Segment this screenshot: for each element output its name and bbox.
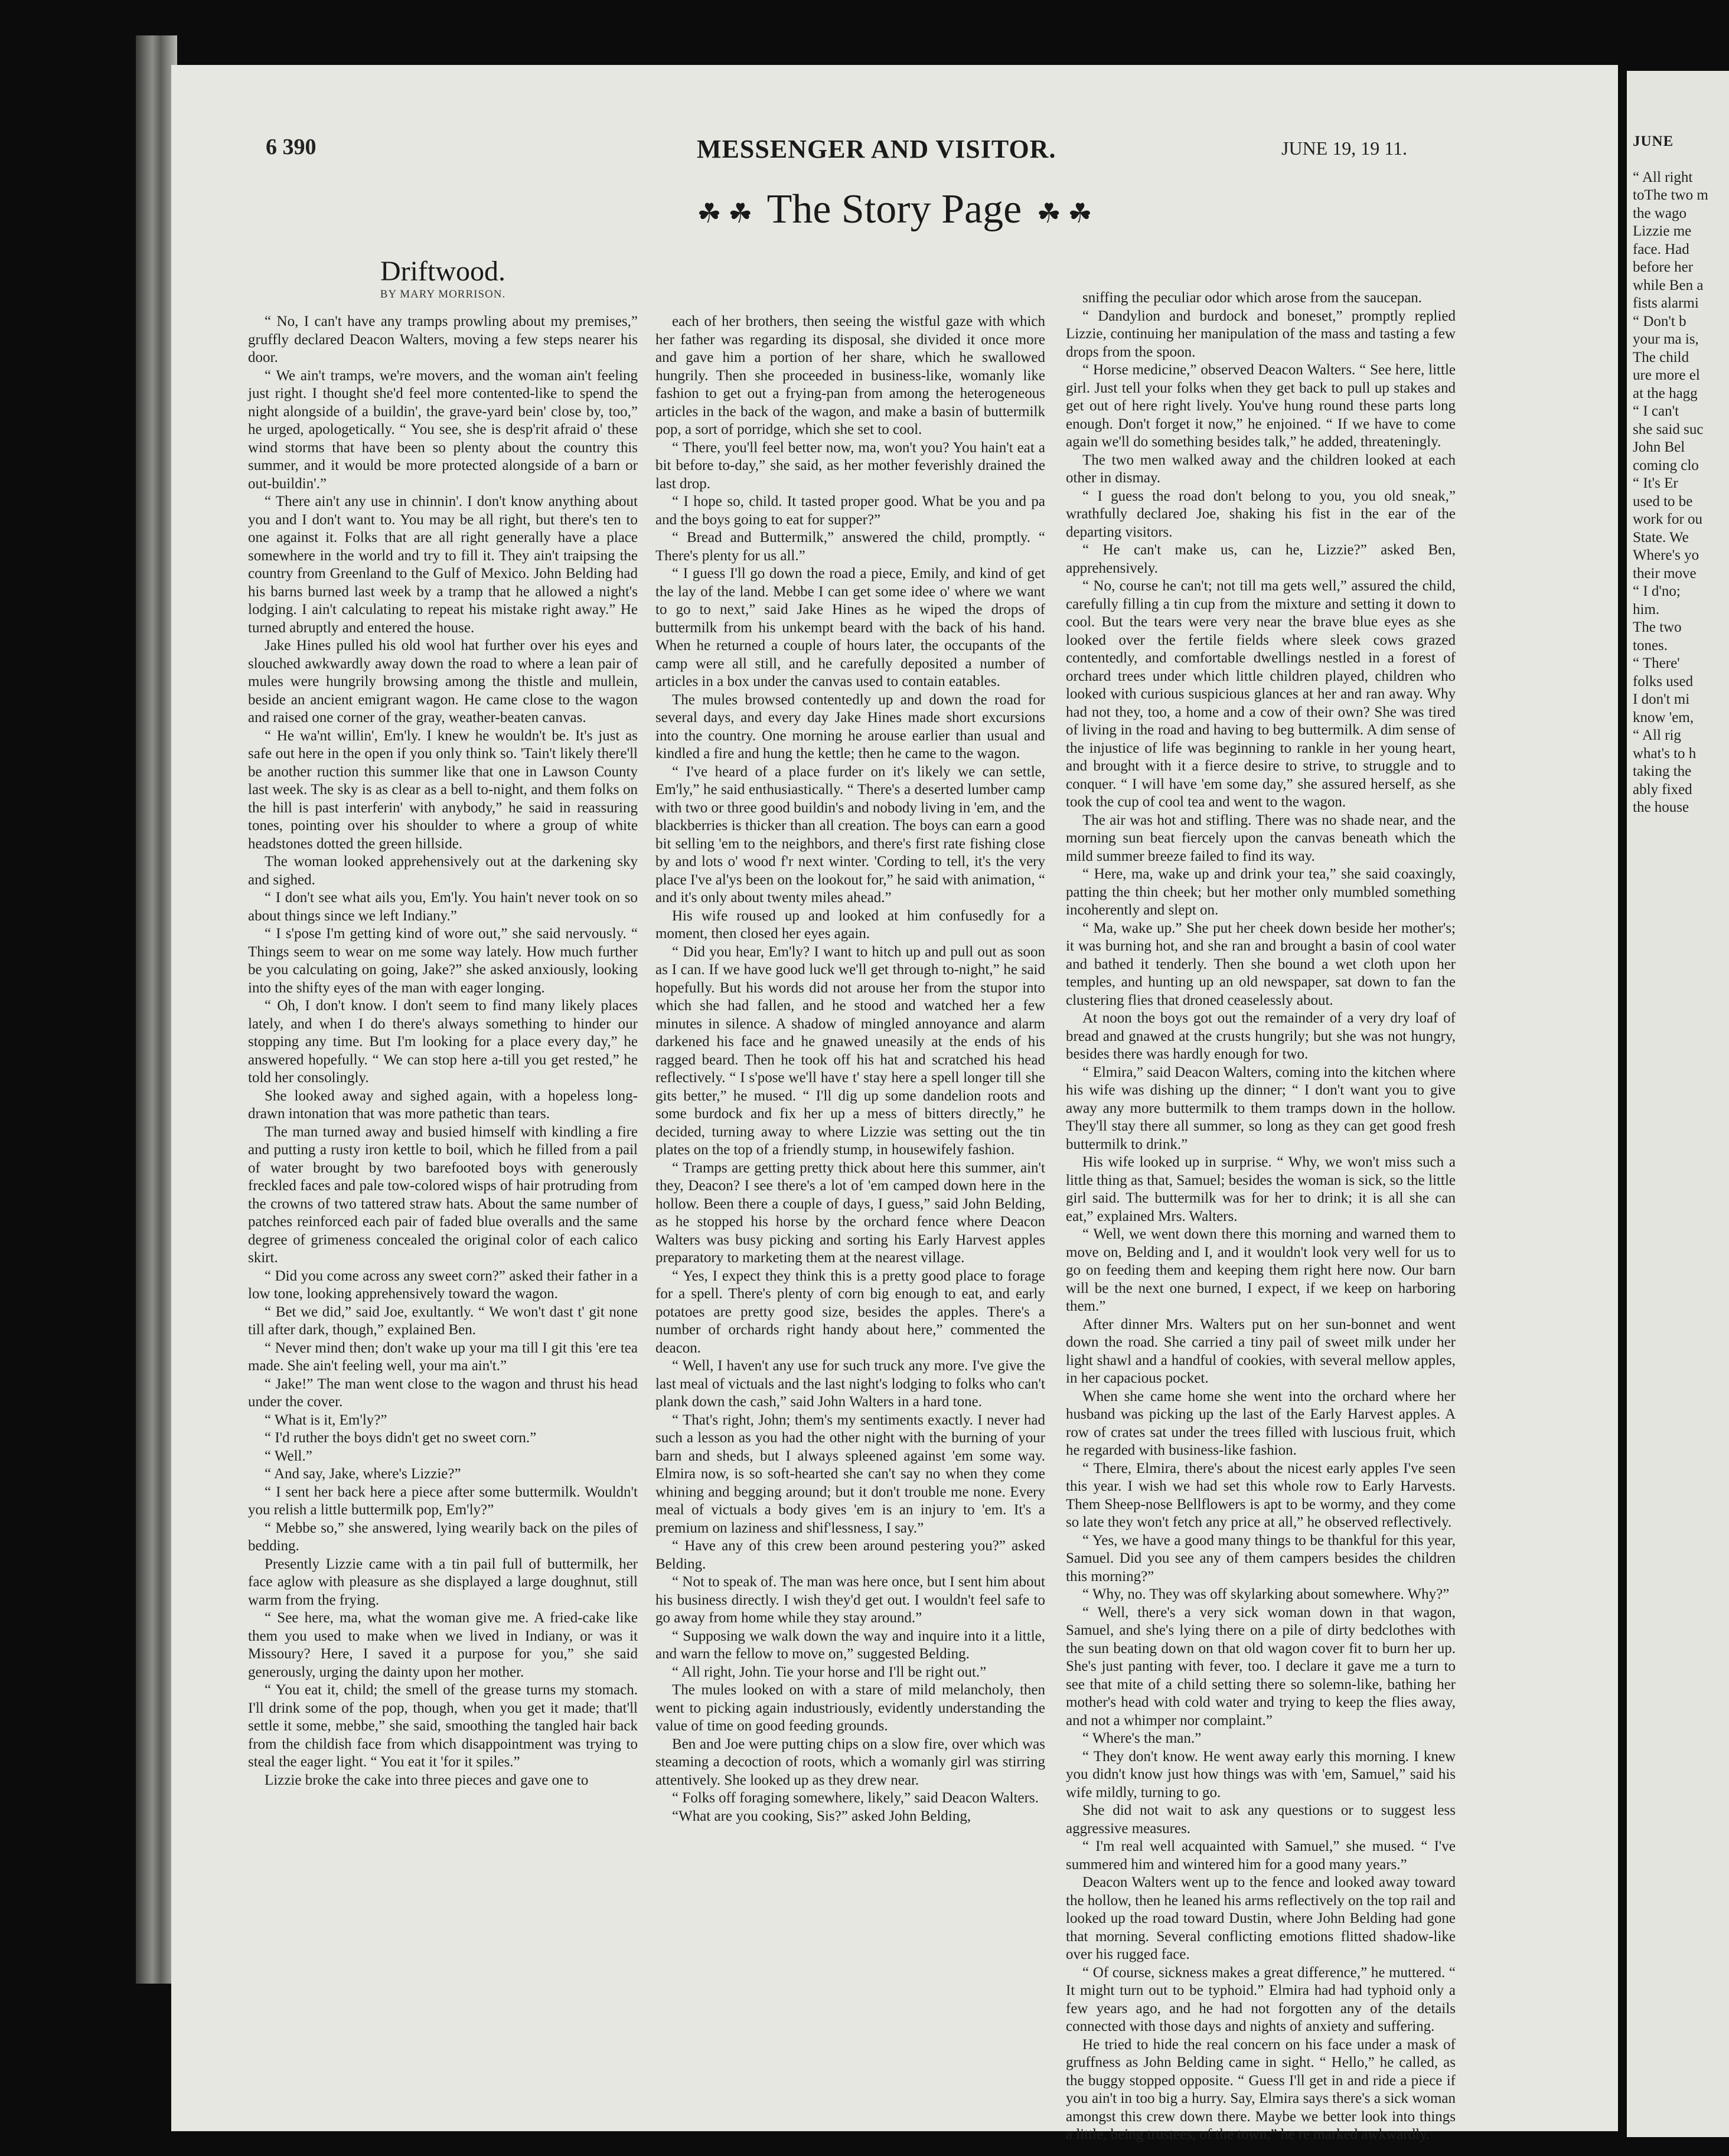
text-line-fragment: fists alarmi bbox=[1633, 295, 1699, 311]
paragraph: “ Did you hear, Em'ly? I want to hitch up and pull out as soon as I can. If we have good luck we'll get through to-night,” he said hopefully. But his words did not arouse her from the stupor into which she had fallen, and he stood and watched her a few minutes in silence. A shadow of mingled annoyance and alarm darkened his face and he gnawed uneasily at the ends of his ragged beard. Then he took off his hat and scratched his head reflectively. “ I s'pose we'll have t' stay here a spell longer till she gits better,” he mused. “ I'll dig up some dandelion roots and some burdock and fix her up a mess of bitters directly,” he decided, turning away to where Lizzie was setting out the tin plates on the top of a friendly stump, in housewifely fashion. bbox=[655, 943, 1045, 1158]
text-line-fragment: Lizzie me bbox=[1633, 223, 1692, 239]
paragraph: His wife looked up in surprise. “ Why, we won't miss such a little thing as that, Samuel; besides the woman is sick, so the little girl said. The buttermilk was for her to drink; it is all she can eat,” explained Mrs. Walters. bbox=[1066, 1154, 1456, 1224]
adjacent-page-column bbox=[1633, 71, 1727, 817]
text-line-fragment: taking the bbox=[1633, 763, 1692, 779]
paragraph: “ He can't make us, can he, Lizzie?” asked Ben, apprehensively. bbox=[1066, 542, 1456, 576]
paragraph: “ Supposing we walk down the way and inquire into it a little, and warn the fellow to move on,” suggested Belding. bbox=[655, 1628, 1045, 1662]
paragraph: “ Mebbe so,” she answered, lying wearily back on the piles of bedding. bbox=[248, 1520, 638, 1554]
text-line-fragment: at the hagg bbox=[1633, 385, 1698, 401]
paragraph: “ Well.” bbox=[265, 1448, 312, 1464]
paragraph: “ Elmira,” said Deacon Walters, coming into the kitchen where his wife was dishing up the dinner; “ I don't want you to give away any more buttermilk to them tramps down in the hollow. They'll stay there all summer, so long as they can get good fresh buttermilk to drink.” bbox=[1066, 1064, 1456, 1152]
paragraph: “ I guess I'll go down the road a piece, Emily, and kind of get the lay of the land. Mebbe I can get some idee o' where we want to go to next,” said Jake Hines as he wiped the drops of buttermilk from his unkempt beard with the back of his hand. When he returned a couple of hours later, the occupants of the camp were all still, and he carefully deposited a number of articles in a box under the canvas used to contain eatables. bbox=[655, 566, 1045, 690]
paragraph: The mules looked on with a stare of mild melancholy, then went to picking again industriously, evidently understanding the value of time on good feeding grounds. bbox=[655, 1682, 1045, 1734]
paragraph: Lizzie broke the cake into three pieces and gave one to bbox=[265, 1772, 589, 1788]
text-line-fragment: “ All rig bbox=[1633, 727, 1681, 743]
paragraph: “ Well, there's a very sick woman down in that wagon, Samuel, and she's lying there on a pile of dirty bedclothes with the sun beating down on that old wagon cover fit to burn her up. She's just panting with fever, too. I declare it gave me a turn to see that mite of a child setting there so solemn-like, bathing her mother's head with cold water and trying to keep the flies away, and not a whimper nor complaint.” bbox=[1066, 1604, 1456, 1729]
paragraph: The two men walked away and the children looked at each other in dismay. bbox=[1066, 452, 1456, 486]
paragraph: “ Jake!” The man went close to the wagon and thrust his head under the cover. bbox=[248, 1376, 638, 1410]
paragraph: “ Why, no. They was off skylarking about somewhere. Why?” bbox=[1082, 1586, 1450, 1602]
text-line-fragment: “ I can't bbox=[1633, 403, 1679, 419]
paragraph: “ I guess the road don't belong to you, you old sneak,” wrathfully declared Joe, shaking his fist in the ear of the departing visitors. bbox=[1066, 488, 1456, 540]
paragraph: “ Not to speak of. The man was here once, but I sent him about his business directly. I wish they'd get out. I wouldn't feel safe to go away from home while they stay around.” bbox=[655, 1574, 1045, 1626]
paragraph: “ Did you come across any sweet corn?” asked their father in a low tone, looking apprehensively toward the wagon. bbox=[248, 1268, 638, 1302]
paragraph: “ Dandylion and burdock and boneset,” promptly replied Lizzie, continuing her manipulation of the mass and tasting a few drops from the spoon. bbox=[1066, 308, 1456, 360]
paragraph: “ All right, John. Tie your horse and I'll be right out.” bbox=[672, 1664, 987, 1680]
text-line-fragment: State. We bbox=[1633, 529, 1689, 545]
text-line-fragment: face. Had bbox=[1633, 241, 1689, 257]
paragraph: “ There, Elmira, there's about the nicest early apples I've seen this year. I wish we had set this whole row to Early Harvests. Them Sheep-nose Bellflowers is apt to be wormy, and they come so late they won't fetch any price at all,” he observed reflectively. bbox=[1066, 1460, 1456, 1530]
text-line-fragment: him. bbox=[1633, 601, 1660, 618]
paragraph: “ I'd ruther the boys didn't get no sweet corn.” bbox=[265, 1430, 537, 1446]
paragraph: “ Here, ma, wake up and drink your tea,” she said coaxingly, patting the thin cheek; but her mother only mumbled something incoherently and slept on. bbox=[1066, 866, 1456, 918]
text-line-fragment: coming clo bbox=[1633, 457, 1699, 473]
paragraph: “ There, you'll feel better now, ma, won't you? You hain't eat a bit before to-day,” she said, as her mother feverishly drained the last drop. bbox=[655, 439, 1045, 492]
paragraph: “ They don't know. He went away early this morning. I knew you didn't know just how things was with 'em, Samuel,” said his wife mildly, turning to go. bbox=[1066, 1748, 1456, 1801]
text-line-fragment: work for ou bbox=[1633, 511, 1703, 527]
paragraph: “ Horse medicine,” observed Deacon Walters. “ See here, little girl. Just tell your folks when they get back to pull up stakes and get out of here right lively. You've hung round these parts long enough. Don't forget it now,” he enjoined. “ If we have to come again we'll do something besides talk,” he added, threateningly. bbox=[1066, 362, 1456, 450]
text-line-fragment: folks used bbox=[1633, 673, 1694, 690]
paragraph: At noon the boys got out the remainder of a very dry loaf of bread and gnawed at the crusts hungrily; but she was not hungry, besides there was hardly enough for two. bbox=[1066, 1010, 1456, 1062]
paragraph: When she came home she went into the orchard where her husband was picking up the last of the Early Harvest apples. A row of crates sat under the trees filled with luscious fruit, which he regarded with business-like fashion. bbox=[1066, 1388, 1456, 1458]
paragraph: “ Ma, wake up.” She put her cheek down beside her mother's; it was burning hot, and she ran and brought a basin of cool water and bathed it tenderly. Then she bound a wet cloth upon her temples, and hunting up an old newspaper, sat down to fan the clustering flies that droned ceaselessly about. bbox=[1066, 920, 1456, 1008]
masthead: MESSENGER AND VISITOR. bbox=[697, 135, 1056, 164]
paragraph: “ You eat it, child; the smell of the grease turns my stomach. I'll drink some of the pop, though, when you get it made; that'll settle it some, mebbe,” she said, smoothing the tangled hair back from the childish face from which disappointment was trying to steal the eager light. “ You eat it 'for it spiles.” bbox=[248, 1682, 638, 1770]
text-line-fragment: what's to h bbox=[1633, 745, 1697, 762]
paragraph: She looked away and sighed again, with a hopeless long-drawn intonation that was more pathetic than tears. bbox=[248, 1087, 638, 1122]
paragraph: The air was hot and stifling. There was no shade near, and the morning sun beat fiercely upon the canvas beneath which the mild summer breeze failed to find its way. bbox=[1066, 812, 1456, 864]
text-line-fragment: tones. bbox=[1633, 637, 1668, 654]
text-line-fragment: ably fixed bbox=[1633, 781, 1692, 798]
text-line-fragment: your ma is, bbox=[1633, 331, 1699, 347]
story-byline: BY MARY MORRISON. bbox=[380, 288, 506, 300]
paragraph: “ I don't see what ails you, Em'ly. You hain't never took on so about things since we left Indiany.” bbox=[248, 890, 638, 924]
section-heading bbox=[171, 186, 1618, 233]
text-line-fragment: before her bbox=[1633, 259, 1694, 275]
text-line-fragment: The child bbox=[1633, 349, 1689, 365]
paragraph: sniffing the peculiar odor which arose from the saucepan. bbox=[1082, 290, 1423, 306]
paragraph: “ Well, we went down there this morning and warned them to move on, Belding and I, and it wouldn't look very well for us to go on feeding them and keeping them right here now. Our barn will be the next one burned, I expect, if we keep on harboring them.” bbox=[1066, 1226, 1456, 1314]
text-line-fragment: I don't mi bbox=[1633, 691, 1690, 707]
text-line-fragment: know 'em, bbox=[1633, 709, 1694, 726]
paragraph: “ Yes, I expect they think this is a pretty good place to forage for a spell. There's plenty of corn big enough to eat, and early potatoes are pretty good size, besides the apples. There's a number of orchards right handy about here,” commented the deacon. bbox=[655, 1268, 1045, 1356]
paragraph: “ See here, ma, what the woman give me. A fried-cake like them you used to make when we lived in Indiany, or was it Missoury? Here, I saved it a purpose for you,” she said generously, urging the dainty upon her mother. bbox=[248, 1610, 638, 1680]
paragraph: “ We ain't tramps, we're movers, and the woman ain't feeling just right. I thought she'd feel more contented-like to spend the night alongside of a buildin', the grave-yard bein' close by, too,” he urged, apologetically. “ You see, she is desp'rit afraid o' these wind storms that have been so plenty about the country this summer, and it would be more protected alongside of a barn or out-buildin'.” bbox=[248, 367, 638, 492]
text-line-fragment: “ I d'no; bbox=[1633, 583, 1681, 599]
text-line-fragment: Where's yo bbox=[1633, 547, 1699, 563]
story-title: Driftwood. bbox=[380, 256, 505, 287]
text-line-fragment: the wago bbox=[1633, 205, 1686, 221]
paragraph: “ Oh, I don't know. I don't seem to find many likely places lately, and when I do there's always something to hinder our stopping any time. But I'm looking for a place every day,” he answered hopefully. “ We can stop here a-till you get rested,” he told her consolingly. bbox=[248, 998, 638, 1086]
text-line-fragment: “ All right bbox=[1633, 169, 1693, 185]
paragraph: The mules browsed contentedly up and down the road for several days, and every day Jake Hines made short excursions into the country. One morning he arouse earlier than usual and kindled a fire and hung the kettle; then he came to the wagon. bbox=[655, 691, 1045, 762]
paragraph: She did not wait to ask any questions or to suggest less aggressive measures. bbox=[1066, 1802, 1456, 1837]
text-line-fragment: John Bel bbox=[1633, 439, 1685, 455]
paragraph: “ What is it, Em'ly?” bbox=[265, 1412, 387, 1428]
paragraph: “ Tramps are getting pretty thick about here this summer, ain't they, Deacon? I see there's a lot of 'em camped down here in the hollow. Been there a couple of days, I guess,” said John Belding, as he stopped his horse by the orchard fence where Deacon Walters was busy picking and sorting his Early Harvest apples preparatory to marketing them at the nearest village. bbox=[655, 1159, 1045, 1266]
paragraph: “ I sent her back here a piece after some buttermilk. Wouldn't you relish a little buttermilk pop, Em'ly?” bbox=[248, 1484, 638, 1518]
paragraph: “What are you cooking, Sis?” asked John Belding, bbox=[672, 1808, 971, 1824]
paragraph: each of her brothers, then seeing the wistful gaze with which her father was regarding its disposal, she divided it once more and gave him a portion of her share, which he swallowed hungrily. Then she proceeded in business-like, womanly like fashion to get out a frying-pan from among the heterogeneous articles in the back of the wagon, and make a basin of buttermilk pop, a sort of porridge, which she set to cool. bbox=[655, 313, 1045, 437]
paragraph: “ No, I can't have any tramps prowling about my premises,” gruffly declared Deacon Walters, moving a few steps nearer his door. bbox=[248, 313, 638, 365]
text-line-fragment: she said suc bbox=[1633, 421, 1704, 437]
paragraph: “ I s'pose I'm getting kind of wore out,” she said nervously. “ Things seem to wear on me some way lately. How much further be you calculating on going, Jake?” she asked anxiously, looking into the shifty eyes of the man with eager longing. bbox=[248, 926, 638, 996]
adjacent-page-fragment bbox=[1627, 71, 1729, 2137]
text-line-fragment: “ Don't b bbox=[1633, 313, 1686, 329]
paragraph: “ Yes, we have a good many things to be thankful for this year, Samuel. Did you see any of them campers besides the children this morning?” bbox=[1066, 1532, 1456, 1585]
text-line-fragment: toThe two m bbox=[1633, 187, 1708, 203]
paragraph: “ Have any of this crew been around pestering you?” asked Belding. bbox=[655, 1538, 1045, 1572]
shamrock-ornament-left: ☘ ☘ bbox=[697, 198, 753, 228]
adjacent-page-header: JUNE bbox=[1633, 133, 1674, 149]
text-line-fragment: The two bbox=[1633, 619, 1682, 635]
story-column-3 bbox=[1066, 289, 1456, 2144]
text-line-fragment: “ It's Er bbox=[1633, 475, 1678, 491]
paragraph: “ There ain't any use in chinnin'. I don't know anything about you and I don't want to. You may be all right, but there's ten to one against it. Folks that are all right generally have a place somewhere in the world and try to fill it. They ain't traipsing the country from Greenland to the Gulf of Mexico. John Belding had his barns burned last week by a tramp that he allowed a night's lodging. I ain't calculating to repeat his mistake right away.” He turned abruptly and entered the house. bbox=[248, 494, 638, 636]
paragraph: “ I've heard of a place furder on it's likely we can settle, Em'ly,” he said enthusiastically. “ There's a deserted lumber camp with two or three good buildin's and nobody living in 'em, and the blackberries is thicker than all creation. The boys can earn a good bit selling 'em to the neighbors, and there's first rate fishing close by and lots o' wood f'r next winter. 'Cording to tell, it's the very place I've al'ys been on the lookout for,” he said with animation, “ and it's only about twenty miles ahead.” bbox=[655, 763, 1045, 906]
text-line-fragment: their move bbox=[1633, 565, 1697, 582]
paragraph: “ I hope so, child. It tasted proper good. What be you and pa and the boys going to eat for supper?” bbox=[655, 494, 1045, 528]
paragraph: Jake Hines pulled his old wool hat further over his eyes and slouched awkwardly away down the road to where a lean pair of mules were hungrily browsing among the thistle and mullein, beside an ancient emigrant wagon. He came close to the wagon and raised one corner of the gray, weather-beaten canvas. bbox=[248, 638, 638, 726]
text-line-fragment: while Ben a bbox=[1633, 277, 1704, 293]
paragraph: “ That's right, John; them's my sentiments exactly. I never had such a lesson as you had the other night with the burning of your barn and sheds, but I always spleened against 'em some way. Elmira now, is so soft-hearted she can't say no when they come whining and begging around; but it don't trouble me none. Every meal of victuals a body gives 'em is an injury to 'em. It's a premium on laziness and shif'lessness, I say.” bbox=[655, 1412, 1045, 1536]
story-column-2 bbox=[655, 313, 1045, 1825]
paragraph: “ Well, I haven't any use for such truck any more. I've give the last meal of victuals and the last night's lodging to folks who can't plank down the cash,” said John Walters in a hard tone. bbox=[655, 1358, 1045, 1410]
paragraph: Deacon Walters went up to the fence and looked away toward the hollow, then he leaned his arms reflectively on the top rail and looked up the road toward Dustin, where John Belding had gone that morning. Several conflicting emotions flitted shadow-like over his rugged face. bbox=[1066, 1874, 1456, 1962]
paragraph: He tried to hide the real concern on his face under a mask of gruffness as John Belding came in sight. “ Hello,” he called, as the buggy stopped opposite. “ Guess I'll get in and ride a piece if you ain't in too big a hurry. Say, Elmira says there's a sick woman amongst this crew down there. Maybe we better look into things a little, being trustees, of the town,” he re marked awkwardly. bbox=[1066, 2036, 1456, 2142]
text-line-fragment: the house bbox=[1633, 799, 1689, 815]
paragraph: “ And say, Jake, where's Lizzie?” bbox=[265, 1466, 461, 1482]
paragraph: “ No, course he can't; not till ma gets well,” assured the child, carefully filling a tin cup from the mixture and setting it down to cool. But the tears were very near the brave blue eyes as she looked over the fertile fields where sleek cows grazed contentedly, and comfortable dwellings nestled in a forest of orchard trees under which little children played, children who looked with curious suspicious glances at her and ran away. Why had not they, too, a home and a cow of their own? She was tired of living in the road and having to beg buttermilk. A dim sense of the injustice of life was beginning to rankle in her young heart, and brought with it a fierce desire to strive, to struggle and to conquer. “ I will have 'em some day,” she assured herself, as she took the cup of cool tea and went to the wagon. bbox=[1066, 578, 1456, 810]
newspaper-page bbox=[171, 65, 1618, 2142]
paragraph: “ Where's the man.” bbox=[1082, 1730, 1202, 1746]
story-column-1 bbox=[248, 313, 638, 1789]
paragraph: The man turned away and busied himself with kindling a fire and putting a rusty iron kettle to boil, which he filled from a pail of water brought by two barefooted boys with generously freckled faces and pale tow-colored wisps of hair protruding from the crowns of two tattered straw hats. About the same number of patches reinforced each pair of faded blue overalls and the same degree of grimeness concealed the original color of each calico skirt. bbox=[248, 1123, 638, 1266]
paragraph: “ I'm real well acquainted with Samuel,” she mused. “ I've summered him and wintered him for a good many years.” bbox=[1066, 1838, 1456, 1873]
paragraph: Presently Lizzie came with a tin pail full of buttermilk, her face aglow with pleasure as she displayed a large doughnut, still warm from the frying. bbox=[248, 1556, 638, 1608]
paragraph: “ Bread and Buttermilk,” answered the child, promptly. “ There's plenty for us all.” bbox=[655, 530, 1045, 564]
paragraph: “ He wa'nt willin', Em'ly. I knew he wouldn't be. It's just as safe out here in the open if you only think so. 'Tain't likely there'll be another ruction this summer like that one in Lawson County last week. The sky is as clear as a bell to-night, and them folks on the hill is past interferin' with anybody,” he said in reassuring tones, pointing over his shoulder to where a group of white headstones dotted the green hillside. bbox=[248, 727, 638, 852]
paragraph: “ Never mind then; don't wake up your ma till I git this 'ere tea made. She ain't feeling well, your ma ain't.” bbox=[248, 1340, 638, 1374]
page-number: 6 390 bbox=[266, 135, 317, 159]
paragraph: “ Folks off foraging somewhere, likely,” said Deacon Walters. bbox=[672, 1790, 1039, 1806]
paragraph: His wife roused up and looked at him confusedly for a moment, then closed her eyes again. bbox=[655, 907, 1045, 942]
page-header bbox=[171, 134, 1618, 175]
text-line-fragment: “ There' bbox=[1633, 655, 1680, 671]
section-title: The Story Page bbox=[766, 187, 1022, 232]
paragraph: After dinner Mrs. Walters put on her sun-bonnet and went down the road. She carried a tiny pail of sweet milk under her light shawl and a handful of cookies, with several mellow apples, in her capacious pocket. bbox=[1066, 1316, 1456, 1386]
paragraph: Ben and Joe were putting chips on a slow fire, over which was steaming a decoction of roots, which a womanly girl was stirring attentively. She looked up as they drew near. bbox=[655, 1736, 1045, 1788]
paragraph: “ Of course, sickness makes a great difference,” he muttered. “ It might turn out to be typhoid.” Elmira had had typhoid only a few years ago, and he had not forgotten any of the details connected with those days and nights of anxiety and suffering. bbox=[1066, 1964, 1456, 2034]
issue-date: JUNE 19, 19 11. bbox=[1281, 138, 1408, 159]
shamrock-ornament-right: ☘ ☘ bbox=[1036, 198, 1092, 228]
paragraph: “ Bet we did,” said Joe, exultantly. “ We won't dast t' git none till after dark, though,” explained Ben. bbox=[248, 1304, 638, 1338]
text-line-fragment: ure more el bbox=[1633, 367, 1700, 383]
text-line-fragment: used to be bbox=[1633, 493, 1693, 509]
paragraph: The woman looked apprehensively out at the darkening sky and sighed. bbox=[248, 854, 638, 888]
